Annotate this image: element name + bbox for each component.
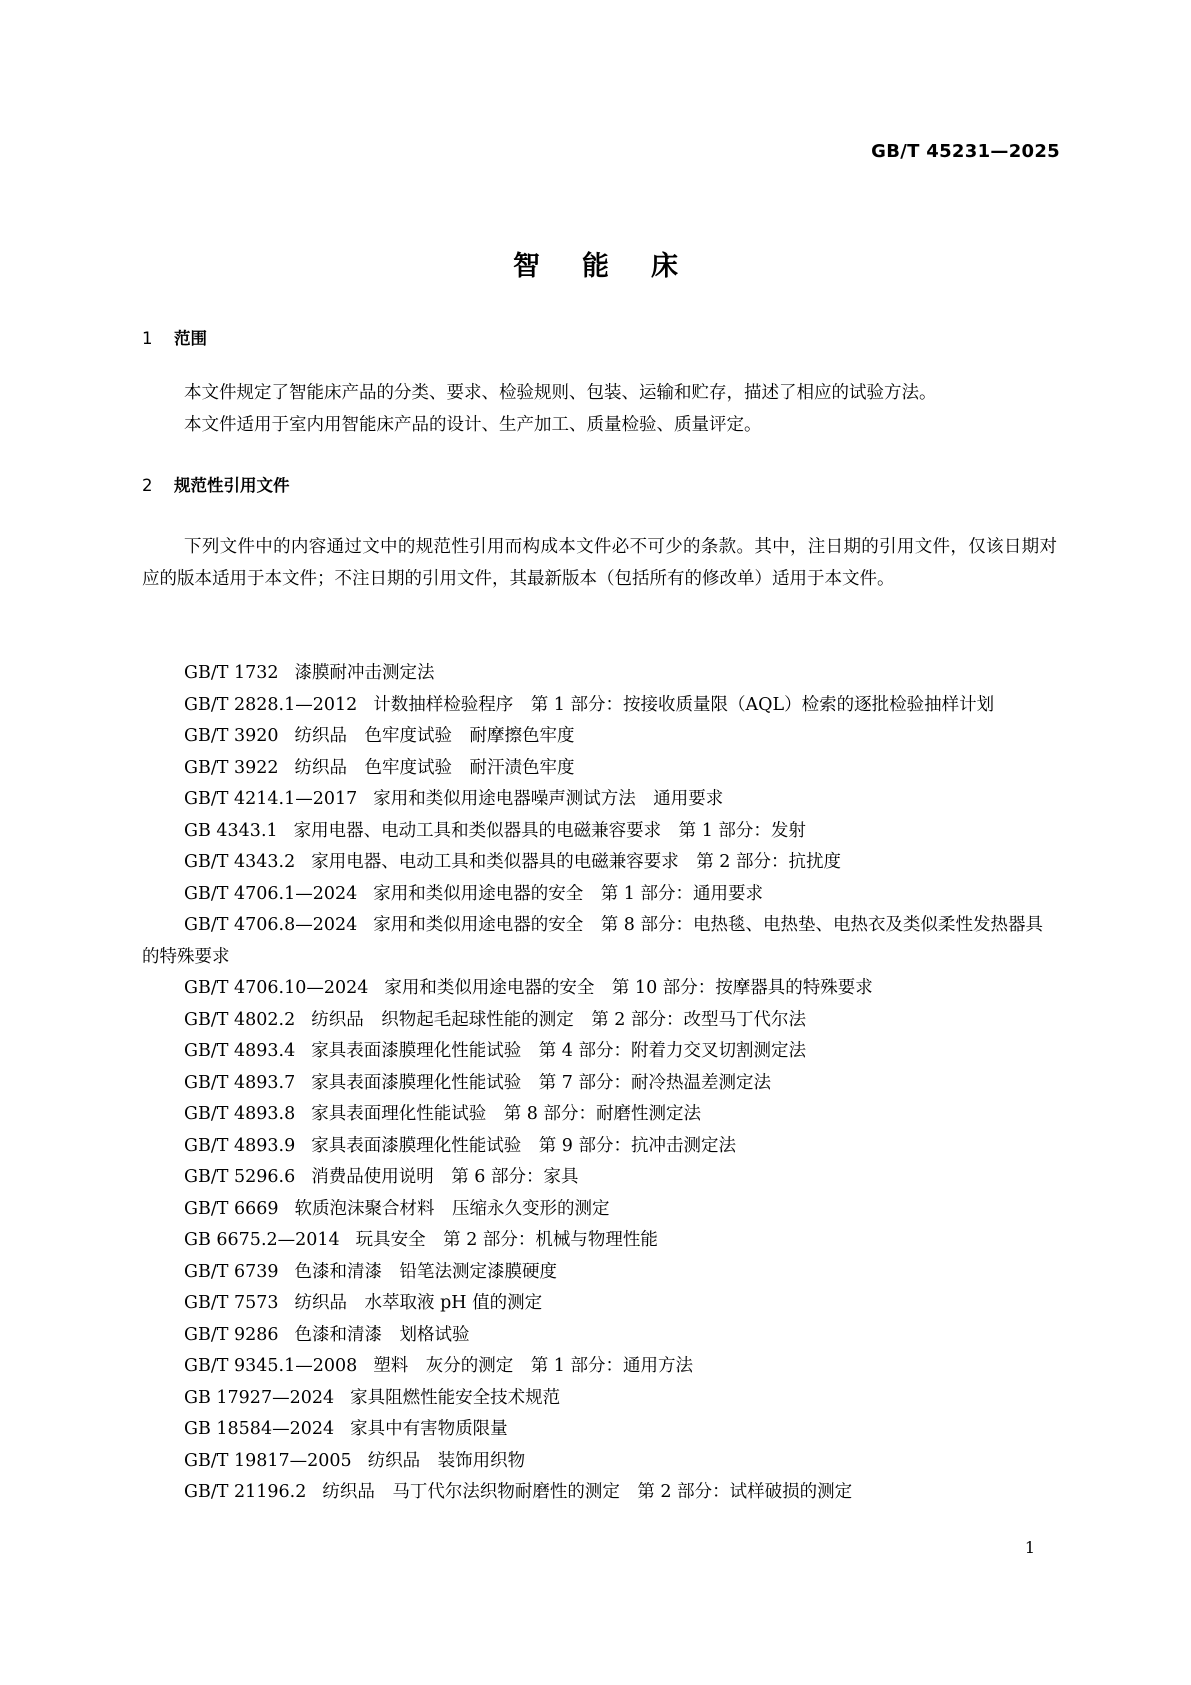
reference-item [142, 910, 1057, 973]
reference-item [142, 1005, 1057, 1037]
standard-code: GB/T 45231—2025 [871, 141, 1060, 162]
section-1-title: 范围 [174, 329, 207, 348]
reference-code: GB/T 4893.8 [184, 1104, 296, 1124]
reference-item [142, 879, 1057, 911]
page-number: 1 [1024, 1538, 1035, 1557]
reference-code: GB 17927—2024 [184, 1387, 335, 1408]
reference-item [142, 784, 1057, 816]
reference-code: GB/T 4706.8—2024 [184, 915, 358, 935]
reference-code: GB/T 19817—2005 [184, 1450, 352, 1471]
reference-code: GB/T 4706.1—2024 [184, 883, 358, 904]
reference-code: GB/T 4893.4 [184, 1041, 296, 1061]
section-1-heading [142, 325, 207, 349]
reference-item [142, 753, 1057, 785]
reference-title: 色漆和清漆 铅笔法测定漆膜硬度 [294, 1261, 558, 1282]
reference-code: GB/T 4893.7 [184, 1072, 296, 1093]
reference-code: GB/T 2828.1—2012 [184, 694, 358, 715]
reference-title: 家用和类似用途电器的安全 第 10 部分：按摩器具的特殊要求 [384, 978, 873, 998]
section-2-intro [142, 532, 1057, 595]
reference-code: GB/T 9345.1—2008 [184, 1356, 358, 1376]
reference-item [142, 690, 1057, 722]
reference-code: GB/T 21196.2 [184, 1482, 307, 1502]
reference-code: GB/T 3920 [184, 726, 279, 746]
reference-title: 纺织品 水萃取液 pH 值的测定 [294, 1293, 543, 1313]
reference-title: 家具表面漆膜理化性能试验 第 7 部分：耐冷热温差测定法 [311, 1072, 771, 1093]
reference-item [142, 1162, 1057, 1194]
reference-code: GB/T 4706.10—2024 [184, 978, 369, 998]
reference-title: 家具中有害物质限量 [350, 1419, 508, 1439]
reference-title: 家用和类似用途电器的安全 第 1 部分：通用要求 [373, 883, 764, 904]
reference-title: 玩具安全 第 2 部分：机械与物理性能 [355, 1230, 658, 1250]
reference-item [142, 1099, 1057, 1131]
reference-code: GB/T 3922 [184, 757, 279, 778]
reference-item [142, 1383, 1057, 1415]
section-1-number: 1 [142, 329, 153, 348]
reference-item [142, 816, 1057, 848]
reference-title: 家用和类似用途电器的安全 第 8 部分：电热毯、电热垫、电热衣及类似柔性发热器具的特殊要求 [142, 915, 1044, 967]
reference-title: 纺织品 装饰用织物 [367, 1450, 526, 1471]
reference-code: GB/T 6739 [184, 1261, 279, 1282]
section-2-heading [142, 472, 290, 496]
reference-code: GB/T 9286 [184, 1324, 279, 1345]
reference-item [142, 1194, 1057, 1226]
reference-item [142, 1477, 1057, 1509]
reference-item [142, 1446, 1057, 1478]
section-2-intro-text: 下列文件中的内容通过文中的规范性引用而构成本文件必不可少的条款。其中，注日期的引用文件，仅该日期对应的版本适用于本文件；不注日期的引用文件，其最新版本（包括所有的修改单）适用于本文件。 [142, 537, 1057, 589]
reference-title: 纺织品 色牢度试验 耐汗渍色牢度 [294, 757, 575, 778]
section-1-body [142, 378, 1057, 441]
reference-item [142, 847, 1057, 879]
reference-title: 计数抽样检验程序 第 1 部分：按接收质量限（AQL）检索的逐批检验抽样计划 [373, 694, 995, 715]
normative-references-list [142, 658, 1057, 1509]
reference-title: 消费品使用说明 第 6 部分：家具 [311, 1167, 579, 1187]
reference-item [142, 1257, 1057, 1289]
reference-title: 纺织品 色牢度试验 耐摩擦色牢度 [294, 726, 575, 746]
reference-title: 家具表面漆膜理化性能试验 第 4 部分：附着力交叉切割测定法 [311, 1041, 806, 1061]
reference-code: GB/T 7573 [184, 1293, 279, 1313]
section-2-number: 2 [142, 476, 153, 495]
reference-title: 家用电器、电动工具和类似器具的电磁兼容要求 第 1 部分：发射 [293, 820, 806, 841]
reference-code: GB/T 4802.2 [184, 1009, 296, 1030]
section-1-paragraph: 本文件规定了智能床产品的分类、要求、检验规则、包装、运输和贮存，描述了相应的试验方法。 [184, 383, 937, 403]
reference-title: 软质泡沫聚合材料 压缩永久变形的测定 [294, 1198, 610, 1219]
reference-title: 纺织品 织物起毛起球性能的测定 第 2 部分：改型马丁代尔法 [311, 1009, 806, 1030]
reference-title: 漆膜耐冲击测定法 [294, 663, 435, 683]
reference-item [142, 1131, 1057, 1163]
reference-item [142, 721, 1057, 753]
reference-title: 家具阻燃性能安全技术规范 [350, 1387, 561, 1408]
reference-item [142, 1068, 1057, 1100]
reference-code: GB/T 4214.1—2017 [184, 789, 358, 809]
reference-item [142, 1288, 1057, 1320]
reference-item [142, 658, 1057, 690]
reference-title: 塑料 灰分的测定 第 1 部分：通用方法 [373, 1356, 694, 1376]
reference-code: GB 4343.1 [184, 820, 278, 841]
reference-title: 家具表面漆膜理化性能试验 第 9 部分：抗冲击测定法 [311, 1135, 736, 1156]
reference-code: GB/T 6669 [184, 1198, 279, 1219]
reference-item [142, 1414, 1057, 1446]
reference-code: GB 6675.2—2014 [184, 1230, 340, 1250]
reference-item [142, 1036, 1057, 1068]
reference-code: GB/T 5296.6 [184, 1167, 296, 1187]
reference-title: 家具表面理化性能试验 第 8 部分：耐磨性测定法 [311, 1104, 701, 1124]
section-2-title: 规范性引用文件 [174, 476, 290, 495]
reference-code: GB 18584—2024 [184, 1419, 335, 1439]
reference-title: 家用电器、电动工具和类似器具的电磁兼容要求 第 2 部分：抗扰度 [311, 852, 841, 872]
section-1-paragraph: 本文件适用于室内用智能床产品的设计、生产加工、质量检验、质量评定。 [184, 414, 762, 435]
reference-item [142, 1351, 1057, 1383]
reference-item [142, 1225, 1057, 1257]
reference-item [142, 973, 1057, 1005]
reference-title: 纺织品 马丁代尔法织物耐磨性的测定 第 2 部分：试样破损的测定 [322, 1482, 853, 1502]
reference-item [142, 1320, 1057, 1352]
reference-code: GB/T 1732 [184, 663, 279, 683]
reference-code: GB/T 4893.9 [184, 1135, 296, 1156]
reference-code: GB/T 4343.2 [184, 852, 296, 872]
reference-title: 家用和类似用途电器噪声测试方法 通用要求 [373, 789, 724, 809]
document-title: 智能床 [513, 251, 720, 282]
reference-title: 色漆和清漆 划格试验 [294, 1324, 470, 1345]
